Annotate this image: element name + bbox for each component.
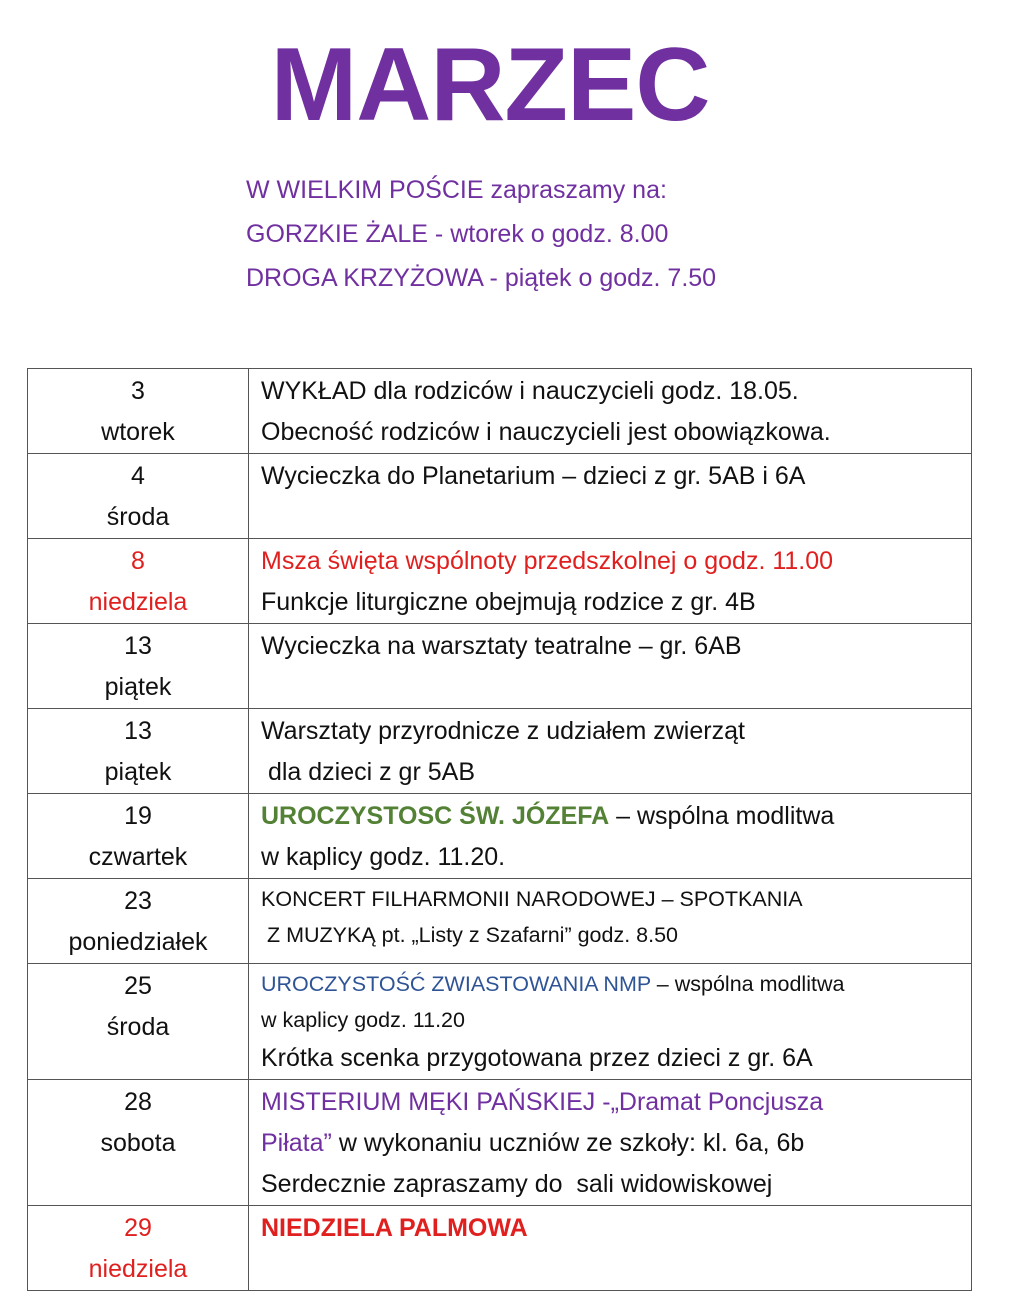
text-segment: MISTERIUM MĘKI PAŃSKIEJ -„Dramat Poncjusza <box>261 1088 824 1116</box>
description-line <box>261 1164 971 1205</box>
event-row <box>28 879 972 964</box>
text-segment: Piłata” <box>261 1129 332 1157</box>
text-segment: Krótka scenka przygotowana przez dzieci z gr. 6A <box>261 1044 813 1072</box>
text-segment: w wykonaniu uczniów ze szkoły: kl. 6a, 6b <box>331 1129 805 1157</box>
event-description <box>249 1206 972 1291</box>
day-number: 29 <box>124 1214 152 1242</box>
description-line <box>261 796 971 837</box>
weekday: piątek <box>104 758 172 786</box>
text-segment: Serdecznie zapraszamy do sali widowiskowej <box>261 1170 773 1198</box>
event-date <box>28 1206 249 1291</box>
intro-line: GORZKIE ŻALE - wtorek o godz. 8.00 <box>246 220 669 248</box>
text-segment: Obecność rodziców i nauczycieli jest obowiązkowa. <box>261 418 831 446</box>
weekday: poniedziałek <box>68 928 208 956</box>
text-segment: – wspólna modlitwa <box>609 802 835 830</box>
event-date <box>28 1080 249 1206</box>
text-segment: Msza święta wspólnoty przedszkolnej o godz. 11.00 <box>261 547 834 575</box>
event-date <box>28 879 249 964</box>
event-date <box>28 624 249 709</box>
event-row <box>28 624 972 709</box>
day-number: 3 <box>131 377 145 405</box>
description-line <box>261 582 971 623</box>
description-line <box>261 626 971 667</box>
event-date <box>28 539 249 624</box>
text-segment: NIEDZIELA PALMOWA <box>261 1214 528 1242</box>
description-line <box>261 711 971 752</box>
event-description <box>249 964 972 1080</box>
day-number: 13 <box>124 717 152 745</box>
day-number: 28 <box>124 1088 152 1116</box>
weekday: środa <box>106 1013 170 1041</box>
description-line <box>261 371 971 412</box>
description-line <box>261 541 971 582</box>
intro-line: W WIELKIM POŚCIE zapraszamy na: <box>246 176 667 204</box>
event-row <box>28 539 972 624</box>
text-segment: UROCZYSTOSC ŚW. JÓZEFA <box>261 802 610 830</box>
description-line <box>261 1038 971 1079</box>
event-description <box>249 794 972 879</box>
weekday: niedziela <box>88 588 188 616</box>
description-line <box>261 752 971 793</box>
day-number: 4 <box>131 462 145 490</box>
event-description <box>249 454 972 539</box>
day-number: 23 <box>124 887 152 915</box>
event-row <box>28 964 972 1080</box>
event-row <box>28 454 972 539</box>
description-line <box>261 412 971 453</box>
lent-intro <box>246 168 716 300</box>
description-line <box>261 881 971 917</box>
description-line <box>261 966 971 1002</box>
event-date <box>28 964 249 1080</box>
event-description <box>249 369 972 454</box>
text-segment: Z MUZYKĄ pt. „Listy z Szafarni” godz. 8.50 <box>261 923 679 947</box>
day-number: 8 <box>131 547 145 575</box>
event-description <box>249 879 972 964</box>
day-number: 25 <box>124 972 152 1000</box>
event-date <box>28 709 249 794</box>
event-description <box>249 539 972 624</box>
text-segment: KONCERT FILHARMONII NARODOWEJ – SPOTKANIA <box>261 887 803 911</box>
intro-line: DROGA KRZYŻOWA - piątek o godz. 7.50 <box>246 264 717 292</box>
event-date <box>28 369 249 454</box>
event-date <box>28 454 249 539</box>
description-line <box>261 1123 971 1164</box>
description-line <box>261 1082 971 1123</box>
description-line <box>261 456 971 497</box>
event-row <box>28 794 972 879</box>
event-row <box>28 369 972 454</box>
description-line <box>261 837 971 878</box>
text-segment: Funkcje liturgiczne obejmują rodzice z gr. 4B <box>261 588 756 616</box>
description-line <box>261 1002 971 1038</box>
weekday: niedziela <box>88 1255 188 1283</box>
day-number: 13 <box>124 632 152 660</box>
text-segment: – wspólna modlitwa <box>650 972 845 996</box>
event-date <box>28 794 249 879</box>
page-title: MARZEC <box>270 27 710 143</box>
event-row <box>28 1080 972 1206</box>
event-description <box>249 1080 972 1206</box>
text-segment: Warsztaty przyrodnicze z udziałem zwierząt <box>261 717 745 745</box>
text-segment: Wycieczka na warsztaty teatralne – gr. 6AB <box>261 632 742 660</box>
weekday: piątek <box>104 673 172 701</box>
text-segment: dla dzieci z gr 5AB <box>261 758 475 786</box>
text-segment: Wycieczka do Planetarium – dzieci z gr. 5AB i 6A <box>261 462 806 490</box>
text-segment: WYKŁAD dla rodziców i nauczycieli godz. 18.05. <box>261 377 799 405</box>
events-table <box>27 368 972 1291</box>
event-description <box>249 709 972 794</box>
event-row <box>28 1206 972 1291</box>
text-segment: w kaplicy godz. 11.20. <box>261 843 506 871</box>
weekday: sobota <box>100 1129 176 1157</box>
event-description <box>249 624 972 709</box>
weekday: środa <box>106 503 170 531</box>
text-segment: UROCZYSTOŚĆ ZWIASTOWANIA NMP <box>261 972 651 996</box>
description-line <box>261 917 971 953</box>
event-row <box>28 709 972 794</box>
text-segment: w kaplicy godz. 11.20 <box>261 1008 465 1032</box>
day-number: 19 <box>124 802 152 830</box>
weekday: wtorek <box>101 418 175 446</box>
description-line <box>261 1208 971 1249</box>
weekday: czwartek <box>88 843 188 871</box>
